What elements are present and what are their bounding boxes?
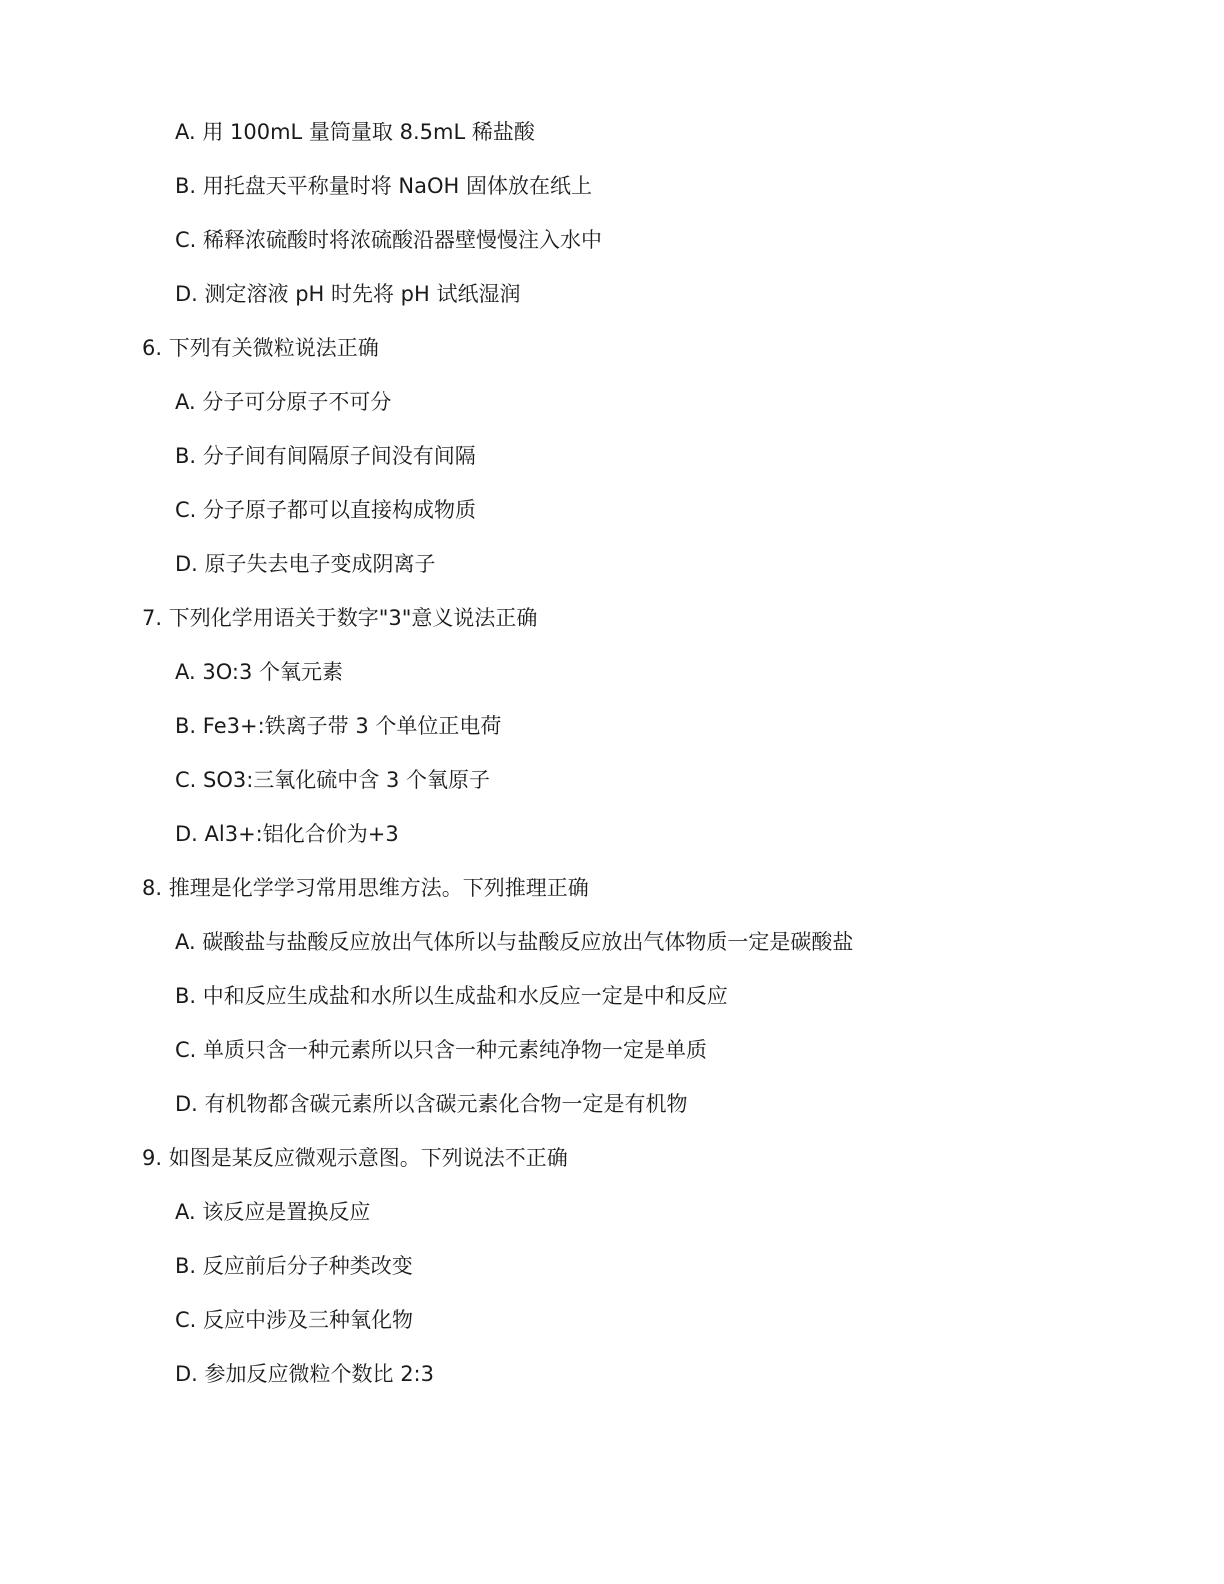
q9-option-a: A. 该反应是置换反应 [175,1200,371,1224]
q5-option-a: A. 用 100mL 量筒量取 8.5mL 稀盐酸 [175,120,535,144]
q9-option-c: C. 反应中涉及三种氧化物 [175,1308,414,1332]
q6-option-b: B. 分子间有间隔原子间没有间隔 [175,444,476,468]
q8-option-b: B. 中和反应生成盐和水所以生成盐和水反应一定是中和反应 [175,984,728,1008]
q7-option-c: C. SO3:三氧化硫中含 3 个氧原子 [175,768,491,792]
q5-option-d: D. 测定溶液 pH 时先将 pH 试纸湿润 [175,282,521,306]
q8-stem: 8. 推理是化学学习常用思维方法。下列推理正确 [142,876,589,900]
q8-option-a: A. 碳酸盐与盐酸反应放出气体所以与盐酸反应放出气体物质一定是碳酸盐 [175,930,854,954]
q8-option-c: C. 单质只含一种元素所以只含一种元素纯净物一定是单质 [175,1038,708,1062]
q7-option-a: A. 3O:3 个氧元素 [175,660,343,684]
q9-stem: 9. 如图是某反应微观示意图。下列说法不正确 [142,1146,568,1170]
q7-option-b: B. Fe3+:铁离子带 3 个单位正电荷 [175,714,502,738]
q8-option-d: D. 有机物都含碳元素所以含碳元素化合物一定是有机物 [175,1092,688,1116]
q6-option-c: C. 分子原子都可以直接构成物质 [175,498,477,522]
q5-option-c: C. 稀释浓硫酸时将浓硫酸沿器壁慢慢注入水中 [175,228,603,252]
q7-option-d: D. Al3+:铝化合价为+3 [175,822,399,846]
q6-stem: 6. 下列有关微粒说法正确 [142,336,379,360]
q6-option-d: D. 原子失去电子变成阴离子 [175,552,436,576]
q9-option-d: D. 参加反应微粒个数比 2:3 [175,1362,434,1386]
q6-option-a: A. 分子可分原子不可分 [175,390,392,414]
q9-option-b: B. 反应前后分子种类改变 [175,1254,413,1278]
q5-option-b: B. 用托盘天平称量时将 NaOH 固体放在纸上 [175,174,593,198]
q7-stem: 7. 下列化学用语关于数字"3"意义说法正确 [142,606,538,630]
